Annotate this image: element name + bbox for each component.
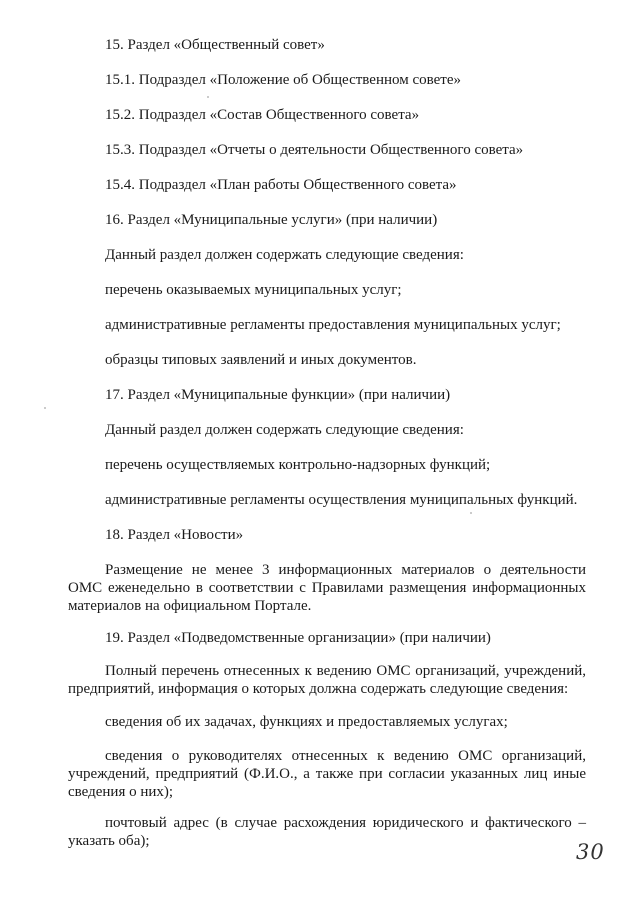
section-16-list-item: перечень оказываемых муниципальных услуг; bbox=[105, 282, 402, 298]
section-19-list-item: сведения об их задачах, функциях и предоставляемых услугах; bbox=[105, 714, 508, 730]
section-16-heading: 16. Раздел «Муниципальные услуги» (при наличии) bbox=[105, 212, 438, 228]
section-19-list-item: почтовый адрес (в случае расхождения юридического и фактического – указать оба); bbox=[68, 815, 586, 849]
section-19-intro: Полный перечень отнесенных к ведению ОМС организаций, учреждений, предприятий, информация о которых должна содержать следующие сведения: bbox=[68, 663, 586, 697]
section-18-heading: 18. Раздел «Новости» bbox=[105, 527, 244, 543]
page-number: 30 bbox=[576, 840, 605, 864]
section-15-heading: 15. Раздел «Общественный совет» bbox=[105, 37, 325, 53]
section-18-body: Размещение не менее 3 информационных материалов о деятельности ОМС еженедельно в соответствии с Правилами размещения информационных материалов на официальном Портале. bbox=[68, 562, 586, 614]
section-16-list-item: административные регламенты предоставления муниципальных услуг; bbox=[105, 317, 561, 333]
subsection-15-3-heading: 15.3. Подраздел «Отчеты о деятельности Общественного совета» bbox=[105, 142, 524, 158]
section-16-list-item: образцы типовых заявлений и иных документов. bbox=[105, 352, 417, 368]
section-17-list-item: перечень осуществляемых контрольно-надзорных функций; bbox=[105, 457, 491, 473]
scan-speck bbox=[44, 407, 46, 409]
section-17-intro: Данный раздел должен содержать следующие сведения: bbox=[105, 422, 464, 438]
section-16-intro: Данный раздел должен содержать следующие сведения: bbox=[105, 247, 464, 263]
subsection-15-2-heading: 15.2. Подраздел «Состав Общественного совета» bbox=[105, 107, 420, 123]
subsection-15-1-heading: 15.1. Подраздел «Положение об Общественном совете» bbox=[105, 72, 461, 88]
scan-speck bbox=[470, 512, 472, 514]
scan-speck bbox=[207, 96, 209, 98]
section-17-heading: 17. Раздел «Муниципальные функции» (при наличии) bbox=[105, 387, 451, 403]
subsection-15-4-heading: 15.4. Подраздел «План работы Общественного совета» bbox=[105, 177, 457, 193]
section-19-heading: 19. Раздел «Подведомственные организации» (при наличии) bbox=[105, 630, 491, 646]
section-17-list-item: административные регламенты осуществления муниципальных функций. bbox=[105, 492, 578, 508]
section-19-list-item: сведения о руководителях отнесенных к ведению ОМС организаций, учреждений, предприятий (Ф.И.О., а также при согласии указанных лиц иные сведения о них); bbox=[68, 748, 586, 800]
